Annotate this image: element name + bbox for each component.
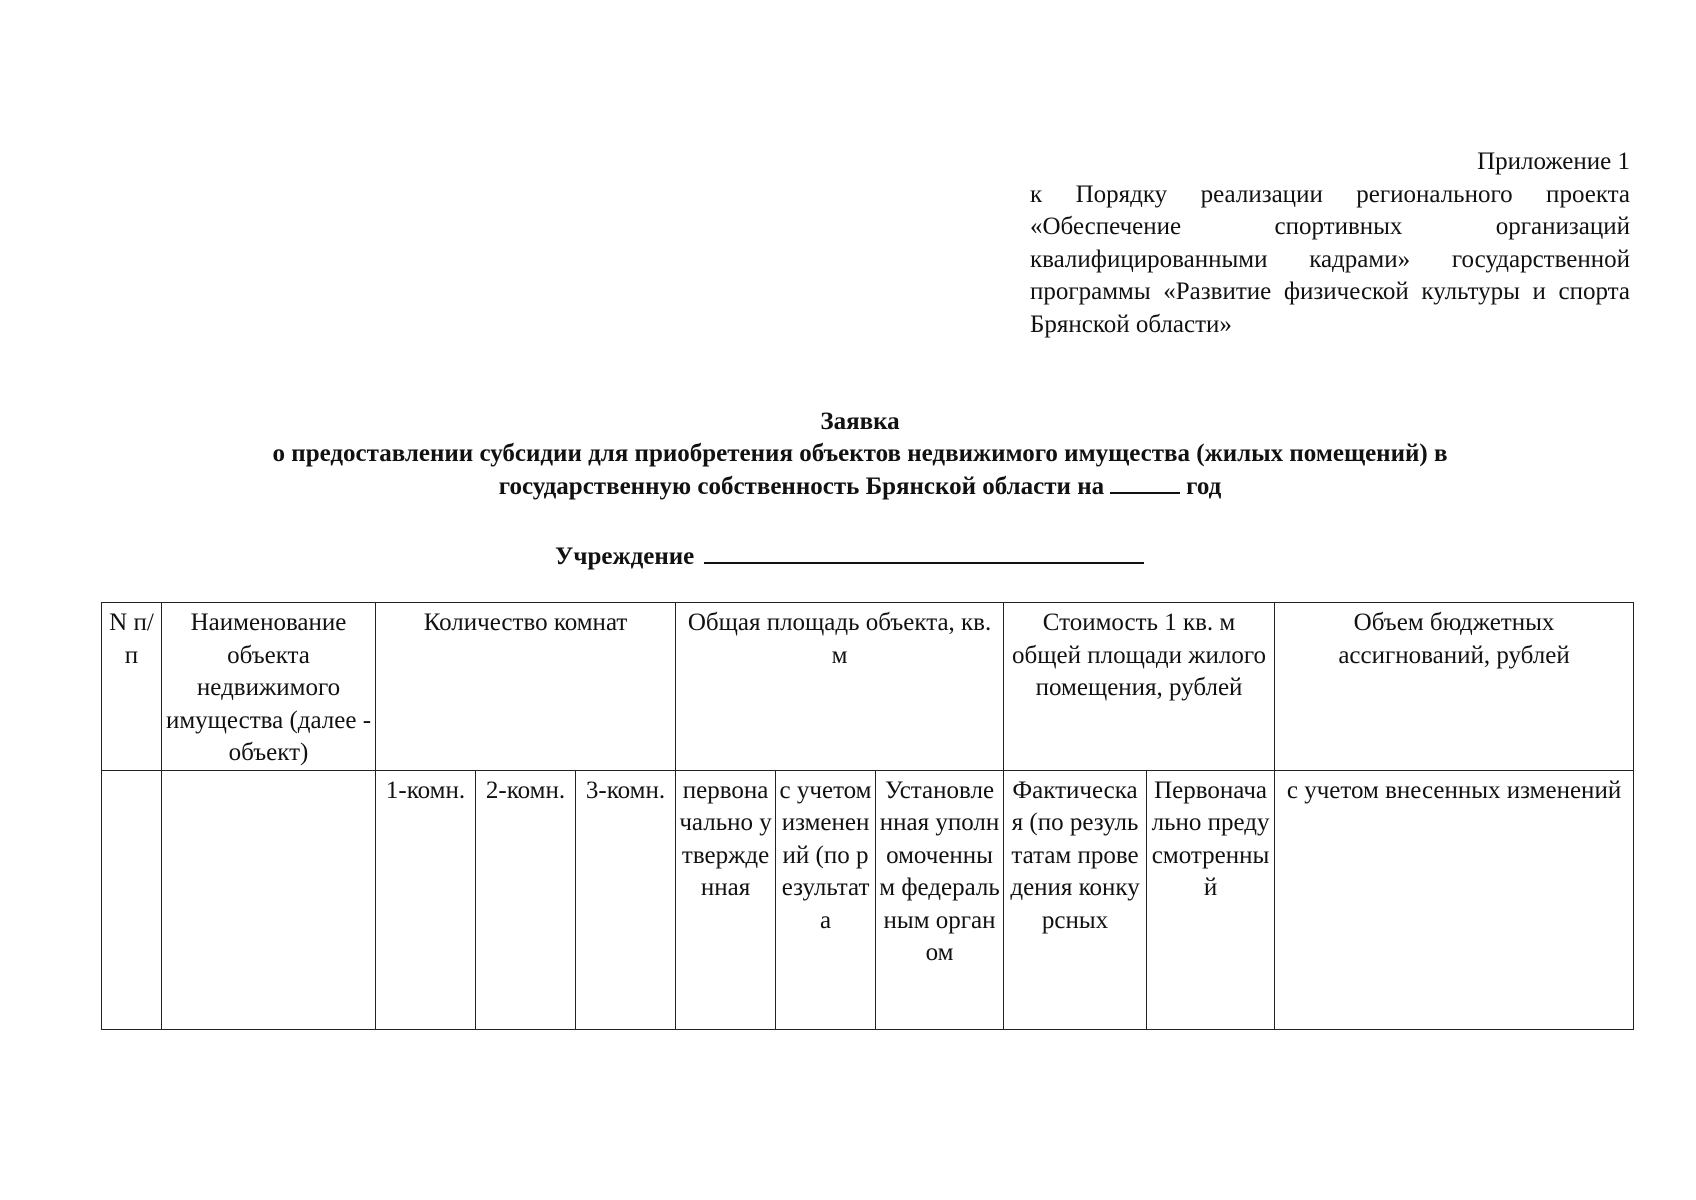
table-header-row-2 [102,770,1634,1029]
header-rooms-2: 2-комн. [476,770,576,1029]
header-total-area: Общая площадь объекта, кв. м [676,603,1004,771]
document-subtitle-line2 [130,470,1590,503]
header-rooms-3: 3-комн. [576,770,676,1029]
appendix-text: к Порядку реализации регионального проекта «Обеспечение спортивных организаций квалифицированными кадрами» государственной программы «Развитие физической культуры и спорта Брянской области» [1030,180,1630,338]
table-header-row-1 [102,603,1634,771]
appendix-block [1030,146,1630,341]
subtitle-text-after: год [1186,473,1222,500]
document-title: Заявка [820,408,900,435]
header-number: N п/п [102,603,162,771]
header-area-initial: первоначально утвержденная [676,770,776,1029]
header-object-name: Наименование объекта недвижимого имущества (далее - объект) [162,603,376,771]
header-budget-volume: Объем бюджетных ассигнований, рублей [1275,603,1634,771]
header-rooms-1: 1-комн. [376,770,476,1029]
header-area-changed: с учетом изменений (по результата [776,770,876,1029]
institution-label: Учреждение [555,543,695,570]
application-table [101,602,1634,1030]
header-cost-initial: Первоначально предусмотренный [1147,770,1275,1029]
empty-cell-name [162,770,376,1029]
header-cost-per-sqm: Стоимость 1 кв. м общей площади жилого помещения, рублей [1004,603,1275,771]
empty-cell-number [102,770,162,1029]
subtitle-text-before: государственную собственность Брянской области на [498,473,1105,500]
document-heading [130,406,1590,503]
institution-line [555,538,1144,573]
header-area-set: Установленная уполномоченным федеральным органом [876,770,1004,1029]
institution-blank-line [704,538,1144,564]
header-room-count: Количество комнат [376,603,676,771]
appendix-title: Приложение 1 [1477,148,1630,175]
header-budget-changed: с учетом внесенных изменений [1275,770,1634,1029]
document-subtitle-line1: о предоставлении субсидии для приобретения объектов недвижимого имущества (жилых помещений) в [272,440,1448,467]
header-cost-actual: Фактическая (по результатам проведения конкурсных [1004,770,1147,1029]
year-blank-line [1110,470,1180,494]
